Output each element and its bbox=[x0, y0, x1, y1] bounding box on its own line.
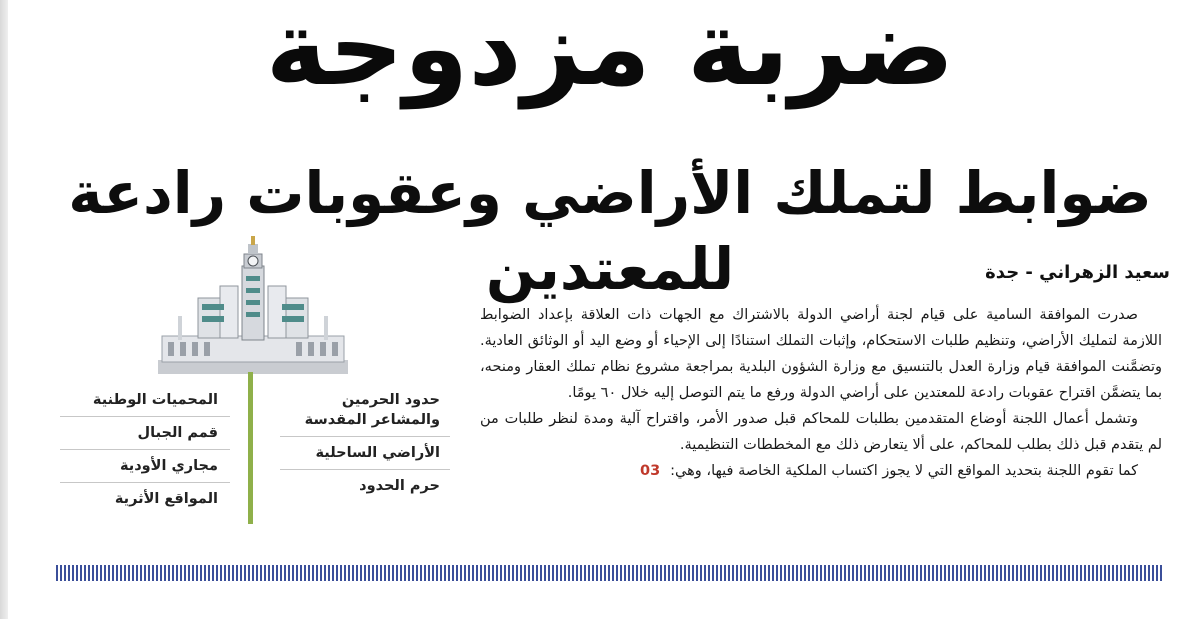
subheadline: ضوابط لتملك الأراضي وعقوبات رادعة للمعتدين bbox=[68, 159, 1152, 303]
article-body bbox=[480, 302, 1162, 484]
paragraph-1: صدرت الموافقة السامية على قيام لجنة أراضي الدولة بالاشتراك مع الجهات ذات العلاقة بإعداد الضوابط اللازمة لتمليك الأراضي، وتنظيم طلبات الاستحكام، وإثبات التملك استنادًا إلى الإحياء أو وضع اليد أو الوثائق العادية. وتضمَّنت الموافقة قيام وزارة العدل بالتنسيق مع وزارة الشؤون البلدية بمراجعة مشروع نظام تملك العقار ومنحه، بما يتضمَّن اقتراح عقوبات رادعة للمعتدين على أراضي الدولة ورفع ما يتم التوصل إليه خلال ٦٠ يومًا. bbox=[480, 307, 1162, 401]
paragraph-2: وتشمل أعمال اللجنة أوضاع المتقدمين بطلبات للمحاكم قبل صدور الأمر، واقتراح آلية ومدة لنظر طلبات من لم يتقدم قبل ذلك بطلب للمحاكم، على ألا يتعارض ذلك مع المخططات التنظيمية. bbox=[480, 411, 1162, 453]
restricted-site-item: الأراضي الساحلية bbox=[280, 437, 450, 470]
restricted-site-item: حرم الحدود bbox=[359, 478, 440, 494]
byline: سعيد الزهراني - جدة bbox=[985, 262, 1170, 283]
section-divider bbox=[56, 565, 1164, 581]
infobox-right-column bbox=[280, 384, 450, 502]
restricted-site-item: قمم الجبال bbox=[60, 417, 230, 450]
page-reference: 03 bbox=[639, 463, 661, 479]
restricted-site-item: مجاري الأودية bbox=[60, 450, 230, 483]
infobox-stem bbox=[248, 372, 253, 524]
page-edge bbox=[0, 0, 8, 619]
paragraph-3 bbox=[480, 458, 1162, 484]
paragraph-3-text: كما تقوم اللجنة بتحديد المواقع التي لا يجوز اكتساب الملكية الخاصة فيها، وهي: bbox=[670, 463, 1138, 479]
clock-tower-illustration bbox=[158, 236, 348, 374]
infobox-left-column bbox=[60, 384, 230, 515]
restricted-site-item: حدود الحرمين والمشاعر المقدسة bbox=[280, 384, 450, 437]
restricted-site-item: المحميات الوطنية bbox=[60, 384, 230, 417]
restricted-site-item: المواقع الأثرية bbox=[114, 491, 218, 507]
headline: ضربة مزدوجة bbox=[265, 0, 955, 109]
